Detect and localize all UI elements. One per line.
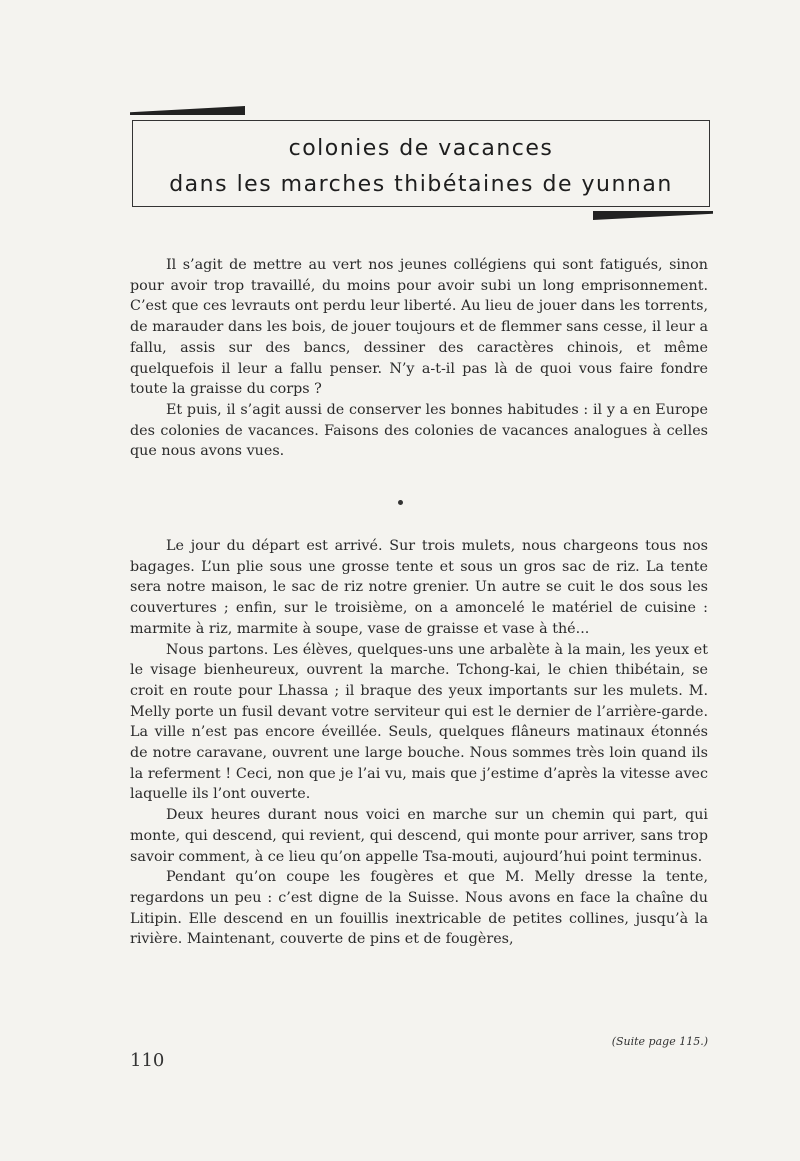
paragraph: Il s’agit de mettre au vert nos jeunes collégiens qui sont fatigués, sinon pour avoir trop travaillé, du moins pour avoir subi un long emprisonnement. C’est que ces levrauts ont perdu leur liberté. Au lieu de jouer dans les torrents, de marauder dans les bois, de jouer toujours et de flemmer sans cesse, il leur a fallu, assis sur des bancs, dessiner des caractères chinois, et même quelquefois il leur a fallu penser. N’y a-t-il pas là de quoi vous faire fondre toute la graisse du corps ? [130,257,708,398]
title-line-1: colonies de vacances [288,136,554,161]
decorative-bar-bottom [593,211,713,220]
paragraph: Le jour du départ est arrivé. Sur trois mulets, nous chargeons tous nos bagages. L’un plie sous une grosse tente et sous un gros sac de riz. La tente sera notre maison, le sac de riz notre grenier. Un autre se cuit le dos sous les couvertures ; enfin, sur le troisième, on a amoncelé le matériel de cuisine : marmite à riz, marmite à soupe, vase de graisse et vase à thé... [130,538,708,637]
continuation-note: (Suite page 115.) [611,1035,708,1048]
paragraph: Et puis, il s’agit aussi de conserver les bonnes habitudes : il y a en Europe des colonies de vacances. Faisons des colonies de vacances analogues à celles que nous avons vues. [130,401,708,460]
title-box [132,120,710,207]
title-line-2: dans les marches thibétaines de yunnan [169,172,673,197]
section-separator-dot [398,500,403,505]
paragraph: Deux heures durant nous voici en marche sur un chemin qui part, qui monte, qui descend, qui revient, qui descend, qui monte pour arriver, sans trop savoir comment, à ce lieu qu’on appelle Tsa-mouti, aujourd’hui point terminus. [130,807,708,865]
paragraph: Pendant qu’on coupe les fougères et que M. Melly dresse la tente, regardons un peu : c’est digne de la Suisse. Nous avons en face la chaîne du Litipin. Elle descend en un fouillis inextricable de petites collines, jusqu’à la rivière. Maintenant, couverte de pins et de fougères, [130,869,708,948]
main-section [130,536,708,950]
decorative-bar-top [130,106,245,115]
page-number: 110 [130,1050,165,1071]
intro-section [130,255,708,462]
paragraph: Nous partons. Les élèves, quelques-uns une arbalète à la main, les yeux et le visage bienheureux, ouvrent la marche. Tchong-kai, le chien thibétain, se croit en route pour Lhassa ; il braque des yeux importants sur les mulets. M. Melly porte un fusil devant votre serviteur qui est le dernier de l’arrière-garde. La ville n’est pas encore éveillée. Seuls, quelques flâneurs matinaux étonnés de notre caravane, ouvrent une large bouche. Nous sommes très loin quand ils la referment ! Ceci, non que je l’ai vu, mais que j’estime d’après la vitesse avec laquelle ils l’ont ouverte. [130,641,708,803]
